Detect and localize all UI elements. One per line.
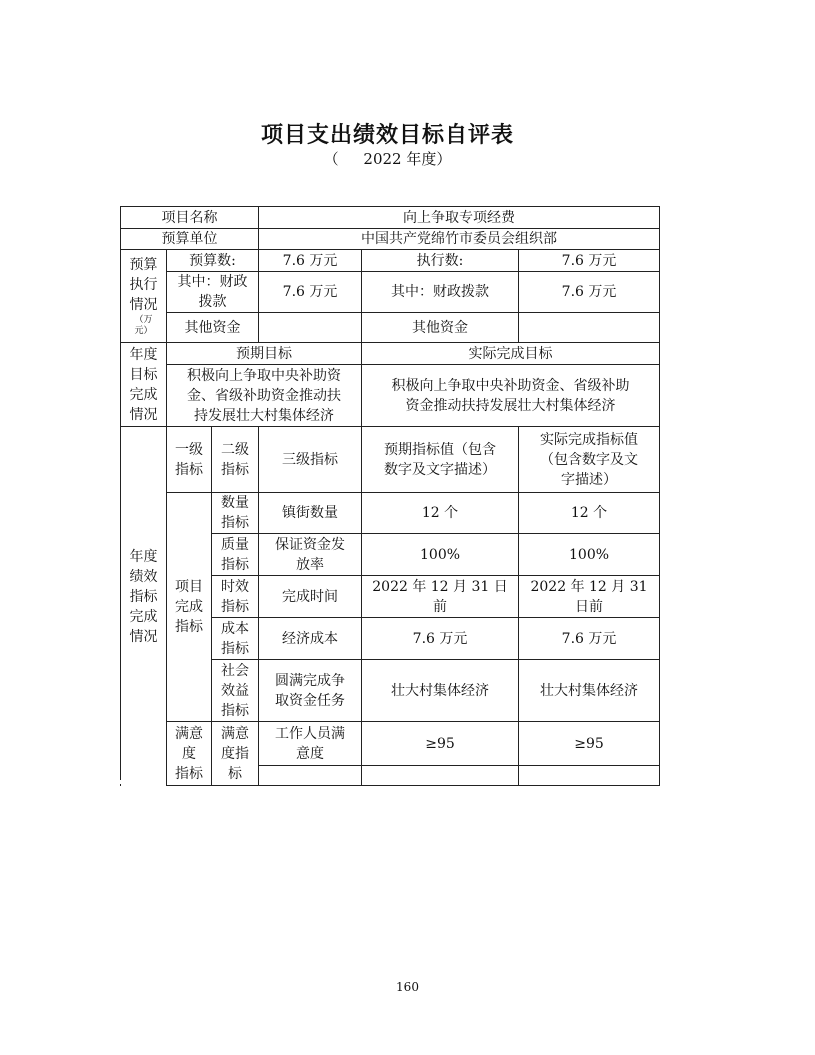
fiscal-exec-label: 其中：财政拨款 (362, 272, 519, 313)
table-row (121, 365, 660, 427)
page-title: 项目支出绩效目标自评表 (260, 123, 514, 148)
budget-unit-value: 中国共产党绵竹市委员会组织部 (259, 229, 660, 250)
table-row (121, 250, 660, 272)
indicator-expected: 7.6 万元 (362, 618, 519, 660)
indicator-level3: 保证资金发 放率 (259, 534, 362, 576)
indicator-actual: 壮大村集体经济 (519, 660, 660, 722)
indicator-expected: 100% (362, 534, 519, 576)
indicator-level3: 经济成本 (259, 618, 362, 660)
executed-amount-label: 执行数: (362, 250, 519, 272)
other-funds-exec-value (519, 313, 660, 343)
satisfaction-level2: 满意 度指 标 (212, 722, 259, 786)
other-funds-exec-label: 其他资金 (362, 313, 519, 343)
actual-goal-header: 实际完成目标 (362, 343, 660, 365)
level3-header: 三级指标 (259, 427, 362, 493)
satisfaction-level3: 工作人员满 意度 (259, 722, 362, 766)
empty-cell (259, 766, 362, 786)
actual-goal-text: 积极向上争取中央补助资金、省级补助 资金推动扶持发展壮大村集体经济 (362, 365, 660, 427)
indicator-level3: 镇街数量 (259, 493, 362, 534)
year-open-paren: （ (323, 150, 339, 168)
fiscal-budget-label: 其中：财政 拨款 (167, 272, 259, 313)
year-label: 年度） (406, 150, 452, 168)
actual-value-header: 实际完成指标值 （包含数字及文 字描述） (519, 427, 660, 493)
self-evaluation-table (120, 206, 660, 786)
table-row (121, 207, 660, 229)
indicator-actual: 7.6 万元 (519, 618, 660, 660)
indicator-expected: 2022 年 12 月 31 日 前 (362, 576, 519, 618)
expected-value-header: 预期指标值（包含 数字及文字描述） (362, 427, 519, 493)
page-number: 160 (396, 980, 419, 994)
indicator-actual: 100% (519, 534, 660, 576)
level1-header: 一级 指标 (167, 427, 212, 493)
indicator-actual: 2022 年 12 月 31 日前 (519, 576, 660, 618)
executed-amount-value: 7.6 万元 (519, 250, 660, 272)
year-value: 2022 (363, 150, 402, 168)
indicator-level2: 数量 指标 (212, 493, 259, 534)
table-row (121, 313, 660, 343)
other-funds-label: 其他资金 (167, 313, 259, 343)
table-row (121, 229, 660, 250)
execution-unit-note: （万 (134, 315, 153, 325)
budget-unit-label: 预算单位 (121, 229, 259, 250)
satisfaction-expected: ≥95 (362, 722, 519, 766)
empty-cell (519, 766, 660, 786)
satisfaction-indicator-label: 满意 度 指标 (167, 722, 212, 786)
expected-goal-header: 预期目标 (167, 343, 362, 365)
empty-cell (362, 766, 519, 786)
table-row (121, 427, 660, 493)
indicator-actual: 12 个 (519, 493, 660, 534)
other-funds-budget (259, 313, 362, 343)
year-subtitle (0, 148, 775, 169)
fiscal-budget-value: 7.6 万元 (259, 272, 362, 313)
annual-performance-label: 年度 绩效 指标 完成 情况 (121, 427, 167, 786)
table-row (121, 272, 660, 313)
indicator-level2: 质量 指标 (212, 534, 259, 576)
table-row (121, 493, 660, 534)
indicator-expected: 壮大村集体经济 (362, 660, 519, 722)
table-row (121, 343, 660, 365)
annual-goal-label: 年度 目标 完成 情况 (121, 343, 167, 427)
self-evaluation-table-wrapper (120, 206, 659, 781)
level2-header: 二级 指标 (212, 427, 259, 493)
indicator-level2: 时效 指标 (212, 576, 259, 618)
indicator-level3: 圆满完成争 取资金任务 (259, 660, 362, 722)
budget-amount-label: 预算数: (167, 250, 259, 272)
indicator-level2: 成本 指标 (212, 618, 259, 660)
indicator-level3: 完成时间 (259, 576, 362, 618)
project-name-value: 向上争取专项经费 (259, 207, 660, 229)
indicator-level2: 社会 效益 指标 (212, 660, 259, 722)
execution-section-label: 预算 执行 情况 （万 元） (121, 250, 167, 343)
project-name-label: 项目名称 (121, 207, 259, 229)
fiscal-exec-value: 7.6 万元 (519, 272, 660, 313)
output-indicator-label: 项目 完成 指标 (167, 493, 212, 722)
satisfaction-actual: ≥95 (519, 722, 660, 766)
budget-amount-value: 7.6 万元 (259, 250, 362, 272)
table-row (121, 722, 660, 766)
indicator-expected: 12 个 (362, 493, 519, 534)
expected-goal-text: 积极向上争取中央补助资 金、省级补助资金推动扶 持发展壮大村集体经济 (167, 365, 362, 427)
